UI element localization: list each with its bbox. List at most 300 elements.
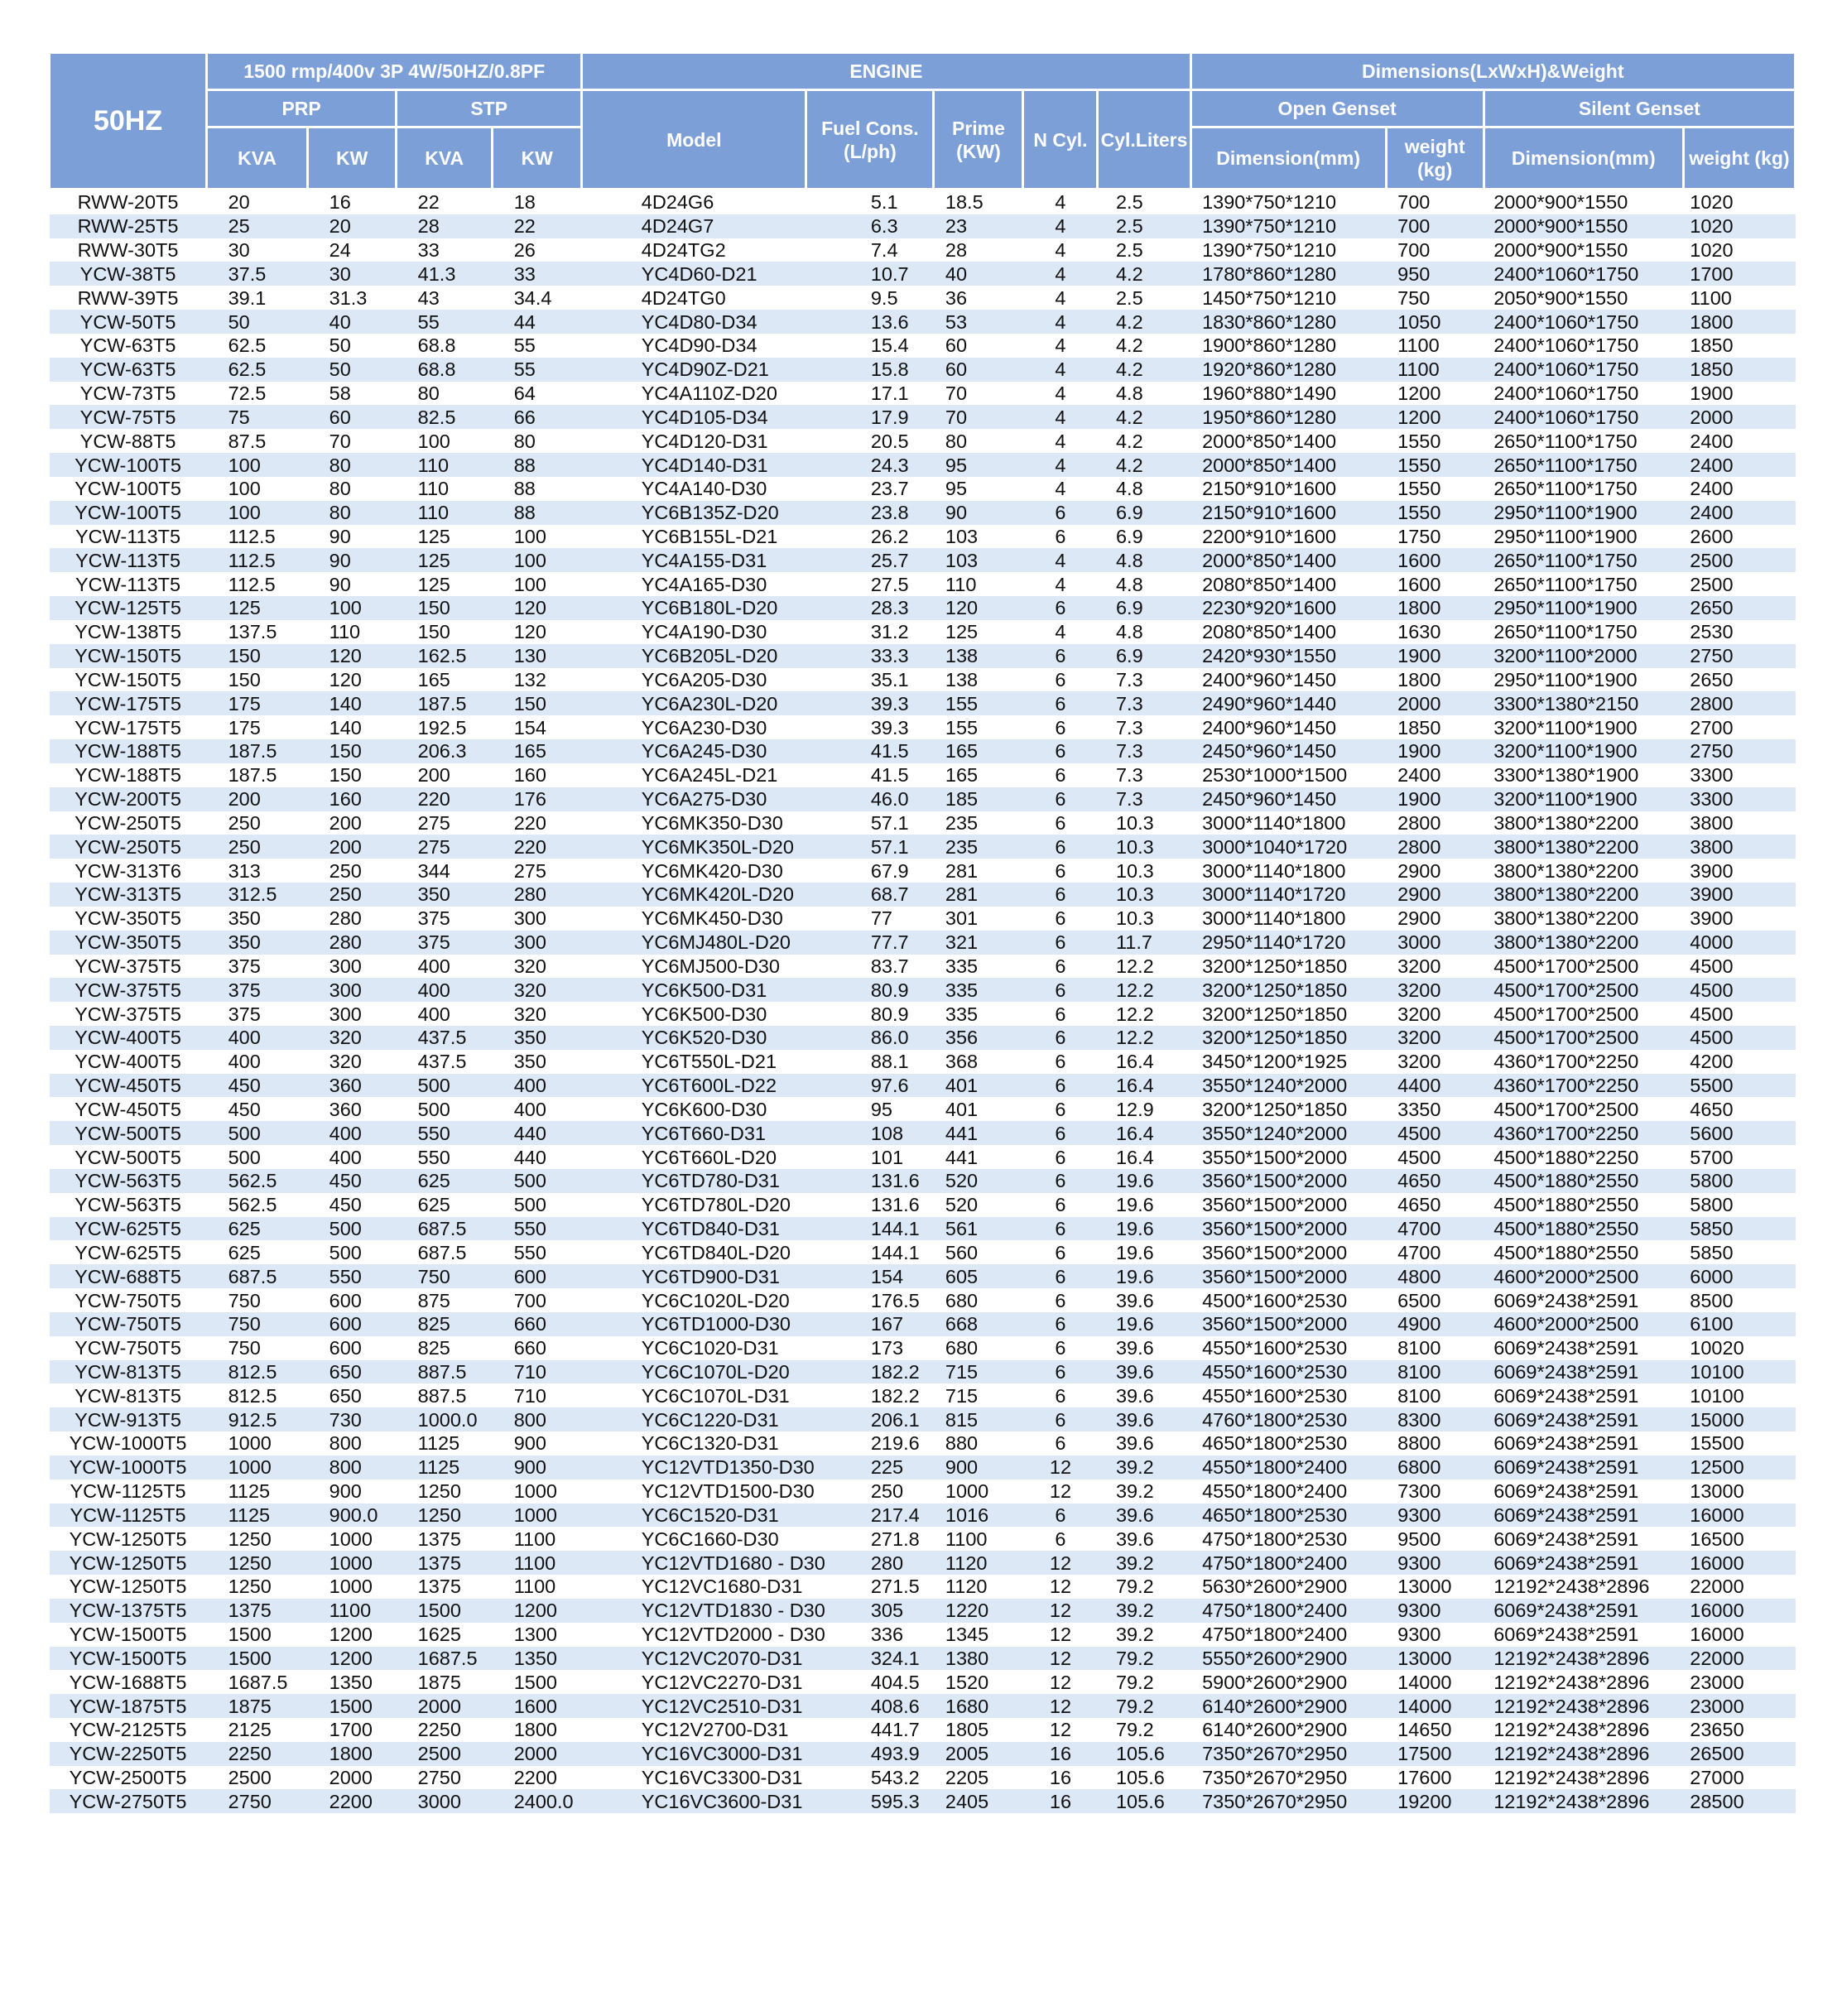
- cell-engine-model: YC6C1520-D31: [582, 1504, 806, 1528]
- cell-cyl-liters: 4.2: [1098, 310, 1190, 334]
- cell-prp-kw: 200: [308, 835, 397, 859]
- cell-stp-kw: 22: [493, 214, 582, 238]
- cell-stp-kw: 660: [493, 1336, 582, 1360]
- cell-prp-kva: 250: [207, 811, 308, 835]
- cell-engine-model: YC12V2700-D31: [582, 1718, 806, 1742]
- cell-prp-kw: 200: [308, 811, 397, 835]
- table-row: [50, 1694, 1796, 1718]
- genset-spec-table: [48, 51, 1796, 1813]
- cell-open-dimension: 1450*750*1210: [1190, 286, 1386, 310]
- table-row: [50, 1026, 1796, 1050]
- table-row: [50, 214, 1796, 238]
- cell-stp-kw: 900: [493, 1455, 582, 1480]
- table-row: [50, 1670, 1796, 1694]
- cell-prp-kva: 187.5: [207, 763, 308, 787]
- cell-model-id: YCW-175T5: [50, 691, 207, 715]
- cell-n-cyl: 4: [1023, 262, 1098, 286]
- cell-model-id: YCW-1250T5: [50, 1575, 207, 1599]
- cell-silent-dimension: 4500*1880*2550: [1484, 1169, 1683, 1193]
- cell-model-id: YCW-1250T5: [50, 1551, 207, 1575]
- cell-prime-kw: 401: [934, 1097, 1023, 1121]
- cell-silent-dimension: 2650*1100*1750: [1484, 453, 1683, 477]
- cell-stp-kw: 1600: [493, 1694, 582, 1718]
- cell-engine-model: YC4A155-D31: [582, 548, 806, 572]
- cell-stp-kva: 1375: [397, 1551, 493, 1575]
- cell-prime-kw: 40: [934, 262, 1023, 286]
- cell-open-weight: 1900: [1386, 644, 1484, 668]
- cell-fuel-cons: 250: [806, 1480, 934, 1504]
- cell-n-cyl: 6: [1023, 835, 1098, 859]
- cell-silent-weight: 5500: [1683, 1074, 1795, 1098]
- cell-model-id: YCW-125T5: [50, 596, 207, 620]
- cell-prime-kw: 520: [934, 1169, 1023, 1193]
- cell-open-weight: 6800: [1386, 1455, 1484, 1480]
- cell-silent-dimension: 2400*1060*1750: [1484, 262, 1683, 286]
- cell-fuel-cons: 271.8: [806, 1527, 934, 1551]
- stp-kw-header: KW: [493, 128, 582, 190]
- cell-n-cyl: 12: [1023, 1551, 1098, 1575]
- cell-prp-kw: 650: [308, 1360, 397, 1384]
- cell-stp-kva: 687.5: [397, 1240, 493, 1264]
- cell-open-dimension: 4550*1600*2530: [1190, 1360, 1386, 1384]
- cell-prime-kw: 335: [934, 978, 1023, 1002]
- cell-prp-kw: 600: [308, 1288, 397, 1312]
- cell-silent-weight: 23000: [1683, 1694, 1795, 1718]
- cell-prp-kva: 72.5: [207, 382, 308, 406]
- cell-silent-dimension: 3800*1380*2200: [1484, 907, 1683, 931]
- cell-silent-weight: 16500: [1683, 1527, 1795, 1551]
- cell-engine-model: YC16VC3300-D31: [582, 1766, 806, 1790]
- cell-stp-kva: 1875: [397, 1670, 493, 1694]
- cell-open-weight: 4650: [1386, 1193, 1484, 1217]
- cell-fuel-cons: 131.6: [806, 1193, 934, 1217]
- cell-silent-weight: 5700: [1683, 1145, 1795, 1169]
- cell-silent-weight: 2750: [1683, 644, 1795, 668]
- cell-prp-kw: 1000: [308, 1551, 397, 1575]
- open-weight-header: weight (kg): [1386, 128, 1484, 190]
- cell-stp-kva: 125: [397, 548, 493, 572]
- cell-open-weight: 750: [1386, 286, 1484, 310]
- cell-prp-kw: 31.3: [308, 286, 397, 310]
- cell-n-cyl: 6: [1023, 1360, 1098, 1384]
- cell-fuel-cons: 83.7: [806, 955, 934, 979]
- cell-cyl-liters: 79.2: [1098, 1694, 1190, 1718]
- cell-cyl-liters: 11.7: [1098, 931, 1190, 955]
- cell-open-dimension: 3200*1250*1850: [1190, 955, 1386, 979]
- cell-stp-kva: 825: [397, 1312, 493, 1336]
- cell-stp-kw: 44: [493, 310, 582, 334]
- cell-stp-kva: 687.5: [397, 1217, 493, 1241]
- cell-fuel-cons: 324.1: [806, 1647, 934, 1671]
- cell-model-id: RWW-30T5: [50, 238, 207, 262]
- cell-silent-weight: 28500: [1683, 1789, 1795, 1813]
- cell-stp-kva: 125: [397, 572, 493, 596]
- cell-fuel-cons: 595.3: [806, 1789, 934, 1813]
- cell-cyl-liters: 79.2: [1098, 1670, 1190, 1694]
- cell-silent-weight: 13000: [1683, 1480, 1795, 1504]
- cell-fuel-cons: 182.2: [806, 1360, 934, 1384]
- cell-prp-kva: 2500: [207, 1766, 308, 1790]
- table-row: [50, 1575, 1796, 1599]
- cell-engine-model: YC12VTD1680 - D30: [582, 1551, 806, 1575]
- cell-fuel-cons: 305: [806, 1599, 934, 1623]
- cell-cyl-liters: 39.6: [1098, 1407, 1190, 1431]
- cell-open-dimension: 3200*1250*1850: [1190, 1026, 1386, 1050]
- cell-stp-kva: 1000.0: [397, 1407, 493, 1431]
- cell-n-cyl: 12: [1023, 1694, 1098, 1718]
- cell-silent-weight: 4500: [1683, 978, 1795, 1002]
- cell-cyl-liters: 4.2: [1098, 429, 1190, 453]
- cell-open-weight: 3350: [1386, 1097, 1484, 1121]
- table-row: [50, 691, 1796, 715]
- cell-silent-dimension: 6069*2438*2591: [1484, 1551, 1683, 1575]
- cell-open-weight: 1630: [1386, 620, 1484, 644]
- cell-silent-weight: 5800: [1683, 1169, 1795, 1193]
- cell-stp-kva: 220: [397, 787, 493, 811]
- cell-prp-kva: 112.5: [207, 548, 308, 572]
- cell-engine-model: YC6C1020-D31: [582, 1336, 806, 1360]
- cell-model-id: YCW-88T5: [50, 429, 207, 453]
- cell-stp-kva: 750: [397, 1264, 493, 1288]
- cell-stp-kva: 825: [397, 1336, 493, 1360]
- cell-silent-dimension: 3200*1100*1900: [1484, 715, 1683, 739]
- cell-fuel-cons: 86.0: [806, 1026, 934, 1050]
- cell-cyl-liters: 6.9: [1098, 501, 1190, 525]
- cell-prp-kw: 70: [308, 429, 397, 453]
- cell-prime-kw: 36: [934, 286, 1023, 310]
- cell-open-weight: 13000: [1386, 1575, 1484, 1599]
- cell-stp-kw: 165: [493, 739, 582, 763]
- cell-open-weight: 19200: [1386, 1789, 1484, 1813]
- cell-n-cyl: 4: [1023, 620, 1098, 644]
- cell-prp-kva: 37.5: [207, 262, 308, 286]
- cell-prime-kw: 520: [934, 1193, 1023, 1217]
- cell-stp-kw: 300: [493, 931, 582, 955]
- cell-prime-kw: 561: [934, 1217, 1023, 1241]
- cell-model-id: YCW-688T5: [50, 1264, 207, 1288]
- cell-prp-kva: 62.5: [207, 358, 308, 382]
- cell-prp-kw: 1500: [308, 1694, 397, 1718]
- cell-prime-kw: 715: [934, 1360, 1023, 1384]
- cell-silent-dimension: 2650*1100*1750: [1484, 477, 1683, 501]
- cell-prp-kva: 1000: [207, 1431, 308, 1455]
- cell-open-dimension: 4550*1800*2400: [1190, 1455, 1386, 1480]
- table-row: [50, 763, 1796, 787]
- cell-fuel-cons: 225: [806, 1455, 934, 1480]
- cell-cyl-liters: 4.2: [1098, 334, 1190, 358]
- cell-n-cyl: 6: [1023, 955, 1098, 979]
- table-row: [50, 1336, 1796, 1360]
- cell-cyl-liters: 12.2: [1098, 1002, 1190, 1026]
- cell-n-cyl: 6: [1023, 859, 1098, 883]
- cell-silent-dimension: 2650*1100*1750: [1484, 429, 1683, 453]
- cell-open-weight: 9300: [1386, 1599, 1484, 1623]
- cell-stp-kw: 176: [493, 787, 582, 811]
- cell-silent-weight: 3900: [1683, 907, 1795, 931]
- cell-open-weight: 4700: [1386, 1240, 1484, 1264]
- cell-model-id: YCW-2125T5: [50, 1718, 207, 1742]
- cell-fuel-cons: 57.1: [806, 835, 934, 859]
- cell-silent-weight: 1020: [1683, 190, 1795, 214]
- cell-silent-weight: 1850: [1683, 334, 1795, 358]
- cell-open-dimension: 1390*750*1210: [1190, 190, 1386, 214]
- cell-prime-kw: 368: [934, 1050, 1023, 1074]
- cell-prp-kw: 2200: [308, 1789, 397, 1813]
- cell-model-id: YCW-73T5: [50, 382, 207, 406]
- cell-silent-weight: 3800: [1683, 811, 1795, 835]
- cell-fuel-cons: 271.5: [806, 1575, 934, 1599]
- cell-silent-weight: 1850: [1683, 358, 1795, 382]
- cell-prp-kw: 500: [308, 1217, 397, 1241]
- cell-silent-dimension: 2400*1060*1750: [1484, 382, 1683, 406]
- cell-engine-model: YC6C1660-D30: [582, 1527, 806, 1551]
- table-row: [50, 1647, 1796, 1671]
- cell-stp-kw: 660: [493, 1312, 582, 1336]
- cell-cyl-liters: 7.3: [1098, 715, 1190, 739]
- cell-stp-kva: 206.3: [397, 739, 493, 763]
- cell-silent-dimension: 12192*2438*2896: [1484, 1789, 1683, 1813]
- cell-stp-kw: 1300: [493, 1623, 582, 1647]
- cell-open-weight: 2900: [1386, 859, 1484, 883]
- cell-silent-dimension: 4600*2000*2500: [1484, 1264, 1683, 1288]
- table-row: [50, 572, 1796, 596]
- cell-n-cyl: 6: [1023, 787, 1098, 811]
- cell-open-dimension: 2450*960*1450: [1190, 739, 1386, 763]
- cell-engine-model: YC4A165-D30: [582, 572, 806, 596]
- cell-stp-kva: 344: [397, 859, 493, 883]
- cell-stp-kva: 125: [397, 525, 493, 549]
- cell-silent-dimension: 2950*1100*1900: [1484, 668, 1683, 692]
- cell-open-dimension: 2000*850*1400: [1190, 548, 1386, 572]
- cell-open-weight: 13000: [1386, 1647, 1484, 1671]
- cell-fuel-cons: 441.7: [806, 1718, 934, 1742]
- cell-stp-kva: 33: [397, 238, 493, 262]
- cell-engine-model: YC12VC2070-D31: [582, 1647, 806, 1671]
- table-row: [50, 1431, 1796, 1455]
- cell-open-dimension: 2530*1000*1500: [1190, 763, 1386, 787]
- cell-prime-kw: 1016: [934, 1504, 1023, 1528]
- table-row: [50, 787, 1796, 811]
- cell-open-dimension: 3560*1500*2000: [1190, 1264, 1386, 1288]
- table-row: [50, 1623, 1796, 1647]
- cell-open-weight: 4900: [1386, 1312, 1484, 1336]
- open-dimension-header: Dimension(mm): [1190, 128, 1386, 190]
- cell-silent-weight: 3900: [1683, 883, 1795, 907]
- prp-kw-header: KW: [308, 128, 397, 190]
- cell-fuel-cons: 219.6: [806, 1431, 934, 1455]
- cell-model-id: YCW-50T5: [50, 310, 207, 334]
- cell-cyl-liters: 6.9: [1098, 525, 1190, 549]
- cell-prime-kw: 281: [934, 859, 1023, 883]
- cell-prime-kw: 23: [934, 214, 1023, 238]
- cell-prp-kva: 400: [207, 1026, 308, 1050]
- cell-open-dimension: 7350*2670*2950: [1190, 1766, 1386, 1790]
- cell-cyl-liters: 105.6: [1098, 1766, 1190, 1790]
- cell-prp-kva: 1250: [207, 1527, 308, 1551]
- cell-prp-kw: 280: [308, 907, 397, 931]
- cell-fuel-cons: 80.9: [806, 978, 934, 1002]
- cell-prp-kva: 750: [207, 1288, 308, 1312]
- cell-prp-kw: 1100: [308, 1599, 397, 1623]
- cell-n-cyl: 6: [1023, 596, 1098, 620]
- cell-silent-weight: 3800: [1683, 835, 1795, 859]
- cell-prp-kva: 350: [207, 931, 308, 955]
- cell-open-dimension: 2420*930*1550: [1190, 644, 1386, 668]
- cell-prp-kva: 1687.5: [207, 1670, 308, 1694]
- cell-stp-kva: 500: [397, 1097, 493, 1121]
- engine-header: ENGINE: [582, 53, 1190, 90]
- cell-n-cyl: 4: [1023, 310, 1098, 334]
- cell-prime-kw: 680: [934, 1288, 1023, 1312]
- cell-prime-kw: 110: [934, 572, 1023, 596]
- cell-cyl-liters: 79.2: [1098, 1575, 1190, 1599]
- cell-silent-dimension: 4360*1700*2250: [1484, 1074, 1683, 1098]
- cell-open-dimension: 3200*1250*1850: [1190, 1002, 1386, 1026]
- cell-open-dimension: 2000*850*1400: [1190, 453, 1386, 477]
- table-row: [50, 1193, 1796, 1217]
- cell-silent-weight: 3300: [1683, 763, 1795, 787]
- cell-cyl-liters: 4.2: [1098, 358, 1190, 382]
- cell-silent-dimension: 2400*1060*1750: [1484, 358, 1683, 382]
- cell-silent-dimension: 6069*2438*2591: [1484, 1504, 1683, 1528]
- table-row: [50, 1766, 1796, 1790]
- cell-model-id: YCW-1250T5: [50, 1527, 207, 1551]
- table-row: [50, 1240, 1796, 1264]
- table-row: [50, 238, 1796, 262]
- cell-model-id: YCW-375T5: [50, 955, 207, 979]
- cell-open-dimension: 2150*910*1600: [1190, 477, 1386, 501]
- cell-prime-kw: 715: [934, 1383, 1023, 1407]
- cell-open-weight: 7300: [1386, 1480, 1484, 1504]
- cell-prp-kva: 1250: [207, 1575, 308, 1599]
- table-row: [50, 382, 1796, 406]
- cell-stp-kw: 150: [493, 691, 582, 715]
- cell-prp-kw: 1000: [308, 1527, 397, 1551]
- cell-stp-kva: 550: [397, 1121, 493, 1145]
- cell-open-weight: 700: [1386, 238, 1484, 262]
- cell-fuel-cons: 154: [806, 1264, 934, 1288]
- cell-prp-kva: 175: [207, 715, 308, 739]
- cell-silent-weight: 16000: [1683, 1623, 1795, 1647]
- cell-silent-dimension: 6069*2438*2591: [1484, 1383, 1683, 1407]
- cell-prime-kw: 138: [934, 668, 1023, 692]
- cell-open-weight: 2000: [1386, 691, 1484, 715]
- cell-engine-model: YC6MJ500-D30: [582, 955, 806, 979]
- cell-prp-kw: 80: [308, 477, 397, 501]
- cell-engine-model: YC6A245-D30: [582, 739, 806, 763]
- cell-prime-kw: 2205: [934, 1766, 1023, 1790]
- cell-fuel-cons: 26.2: [806, 525, 934, 549]
- cell-silent-dimension: 4360*1700*2250: [1484, 1050, 1683, 1074]
- cell-open-weight: 14650: [1386, 1718, 1484, 1742]
- cell-stp-kva: 400: [397, 978, 493, 1002]
- cell-stp-kw: 100: [493, 548, 582, 572]
- cell-prp-kw: 58: [308, 382, 397, 406]
- cell-prp-kw: 320: [308, 1026, 397, 1050]
- cell-silent-weight: 10100: [1683, 1360, 1795, 1384]
- cell-silent-dimension: 4500*1700*2500: [1484, 1097, 1683, 1121]
- cell-model-id: YCW-200T5: [50, 787, 207, 811]
- cell-prime-kw: 28: [934, 238, 1023, 262]
- cell-prp-kw: 150: [308, 739, 397, 763]
- cell-n-cyl: 6: [1023, 1527, 1098, 1551]
- cell-prp-kw: 280: [308, 931, 397, 955]
- cell-prime-kw: 2405: [934, 1789, 1023, 1813]
- cell-fuel-cons: 336: [806, 1623, 934, 1647]
- cell-engine-model: YC6C1070L-D20: [582, 1360, 806, 1384]
- cell-silent-weight: 2000: [1683, 405, 1795, 429]
- cell-n-cyl: 6: [1023, 715, 1098, 739]
- cell-open-weight: 1550: [1386, 501, 1484, 525]
- cell-cyl-liters: 79.2: [1098, 1718, 1190, 1742]
- table-row: [50, 262, 1796, 286]
- cell-silent-dimension: 3800*1380*2200: [1484, 811, 1683, 835]
- cell-prime-kw: 1345: [934, 1623, 1023, 1647]
- cell-stp-kva: 3000: [397, 1789, 493, 1813]
- cell-fuel-cons: 41.5: [806, 763, 934, 787]
- cell-model-id: YCW-63T5: [50, 358, 207, 382]
- cell-silent-weight: 3300: [1683, 787, 1795, 811]
- cell-model-id: YCW-113T5: [50, 548, 207, 572]
- cell-silent-weight: 4500: [1683, 955, 1795, 979]
- cell-fuel-cons: 108: [806, 1121, 934, 1145]
- cell-stp-kva: 2250: [397, 1718, 493, 1742]
- cell-cyl-liters: 4.8: [1098, 477, 1190, 501]
- cell-engine-model: YC6TD780-D31: [582, 1169, 806, 1193]
- cell-stp-kw: 100: [493, 572, 582, 596]
- cell-fuel-cons: 176.5: [806, 1288, 934, 1312]
- cell-model-id: YCW-100T5: [50, 453, 207, 477]
- cell-model-id: YCW-350T5: [50, 931, 207, 955]
- cell-prime-kw: 335: [934, 1002, 1023, 1026]
- cell-open-dimension: 4550*1800*2400: [1190, 1480, 1386, 1504]
- cell-stp-kva: 110: [397, 501, 493, 525]
- table-row: [50, 1455, 1796, 1480]
- cell-n-cyl: 6: [1023, 1383, 1098, 1407]
- cell-prp-kw: 120: [308, 668, 397, 692]
- cell-engine-model: YC4D105-D34: [582, 405, 806, 429]
- cell-fuel-cons: 131.6: [806, 1169, 934, 1193]
- cell-silent-dimension: 2050*900*1550: [1484, 286, 1683, 310]
- cell-prp-kw: 2000: [308, 1766, 397, 1790]
- cell-prp-kva: 500: [207, 1145, 308, 1169]
- cell-silent-weight: 23000: [1683, 1670, 1795, 1694]
- cell-model-id: YCW-1000T5: [50, 1431, 207, 1455]
- cell-prp-kw: 300: [308, 955, 397, 979]
- silent-dimension-header: Dimension(mm): [1484, 128, 1683, 190]
- cell-prime-kw: 103: [934, 525, 1023, 549]
- cell-prime-kw: 185: [934, 787, 1023, 811]
- cell-fuel-cons: 404.5: [806, 1670, 934, 1694]
- cell-stp-kva: 1250: [397, 1480, 493, 1504]
- cell-n-cyl: 6: [1023, 1169, 1098, 1193]
- cell-engine-model: YC12VC1680-D31: [582, 1575, 806, 1599]
- cell-prime-kw: 680: [934, 1336, 1023, 1360]
- cell-model-id: YCW-563T5: [50, 1193, 207, 1217]
- cell-engine-model: YC6TD840-D31: [582, 1217, 806, 1241]
- cell-stp-kw: 55: [493, 358, 582, 382]
- cell-model-id: YCW-313T5: [50, 883, 207, 907]
- cell-prp-kva: 1500: [207, 1623, 308, 1647]
- table-row: [50, 620, 1796, 644]
- cell-prp-kva: 750: [207, 1312, 308, 1336]
- table-header: [50, 53, 1796, 190]
- cell-n-cyl: 6: [1023, 739, 1098, 763]
- dimensions-weight-header: Dimensions(LxWxH)&Weight: [1190, 53, 1795, 90]
- cell-engine-model: YC6B205L-D20: [582, 644, 806, 668]
- cell-prime-kw: 165: [934, 739, 1023, 763]
- cell-n-cyl: 6: [1023, 1002, 1098, 1026]
